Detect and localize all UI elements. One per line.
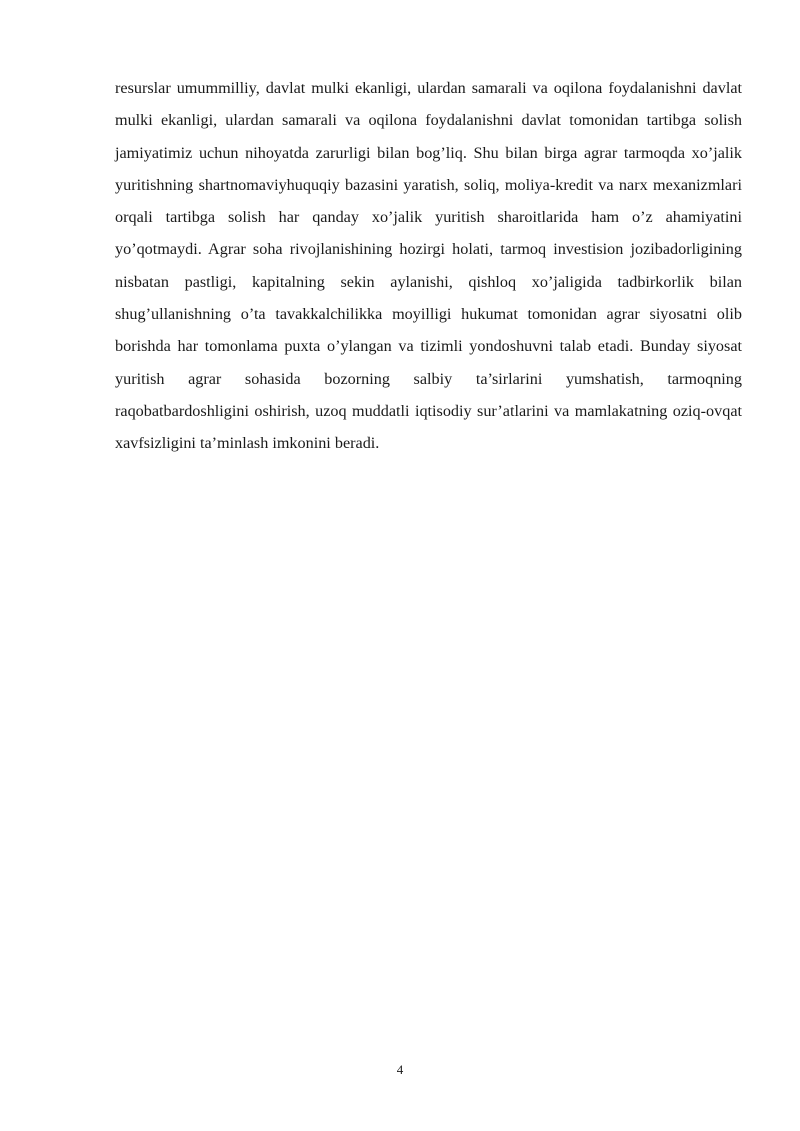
page-number: 4 xyxy=(396,1062,404,1077)
body-paragraph: resurslar umummilliy, davlat mulki ekanligi, ulardan samarali va oqilona foydalanishni davlat mulki ekanligi, ulardan samarali va oqilona foydalanishni davlat tomonidan tartibga solish jamiyatimiz uchun nihoyatda zarurligi bilan bog’liq. Shu bilan birga agrar tarmoqda xo’jalik yuritishning shartnomaviyhuquqiy bazasini yaratish, soliq, moliya-kredit va narx mexanizmlari orqali tartibga solish har qanday xo’jalik yuritish sharoitlarida ham o’z ahamiyatini yo’qotmaydi. Agrar soha rivojlanishining hozirgi holati, tarmoq investision jozibadorligining nisbatan pastligi, kapitalning sekin aylanishi, qishloq xo’jaligida tadbirkorlik bilan shug’ullanishning o’ta tavakkalchilikka moyilligi hukumat tomonidan agrar siyosatni olib borishda har tomonlama puxta o’ylangan va tizimli yondoshuvni talab etadi. Bunday siyosat yuritish agrar sohasida bozorning salbiy ta’sirlarini yumshatish, tarmoqning raqobatbardoshligini oshirish, uzoq muddatli iqtisodiy sur’atlarini va mamlakatning oziq-ovqat xavfsizligini ta’minlash imkonini beradi. xyxy=(115,79,742,453)
